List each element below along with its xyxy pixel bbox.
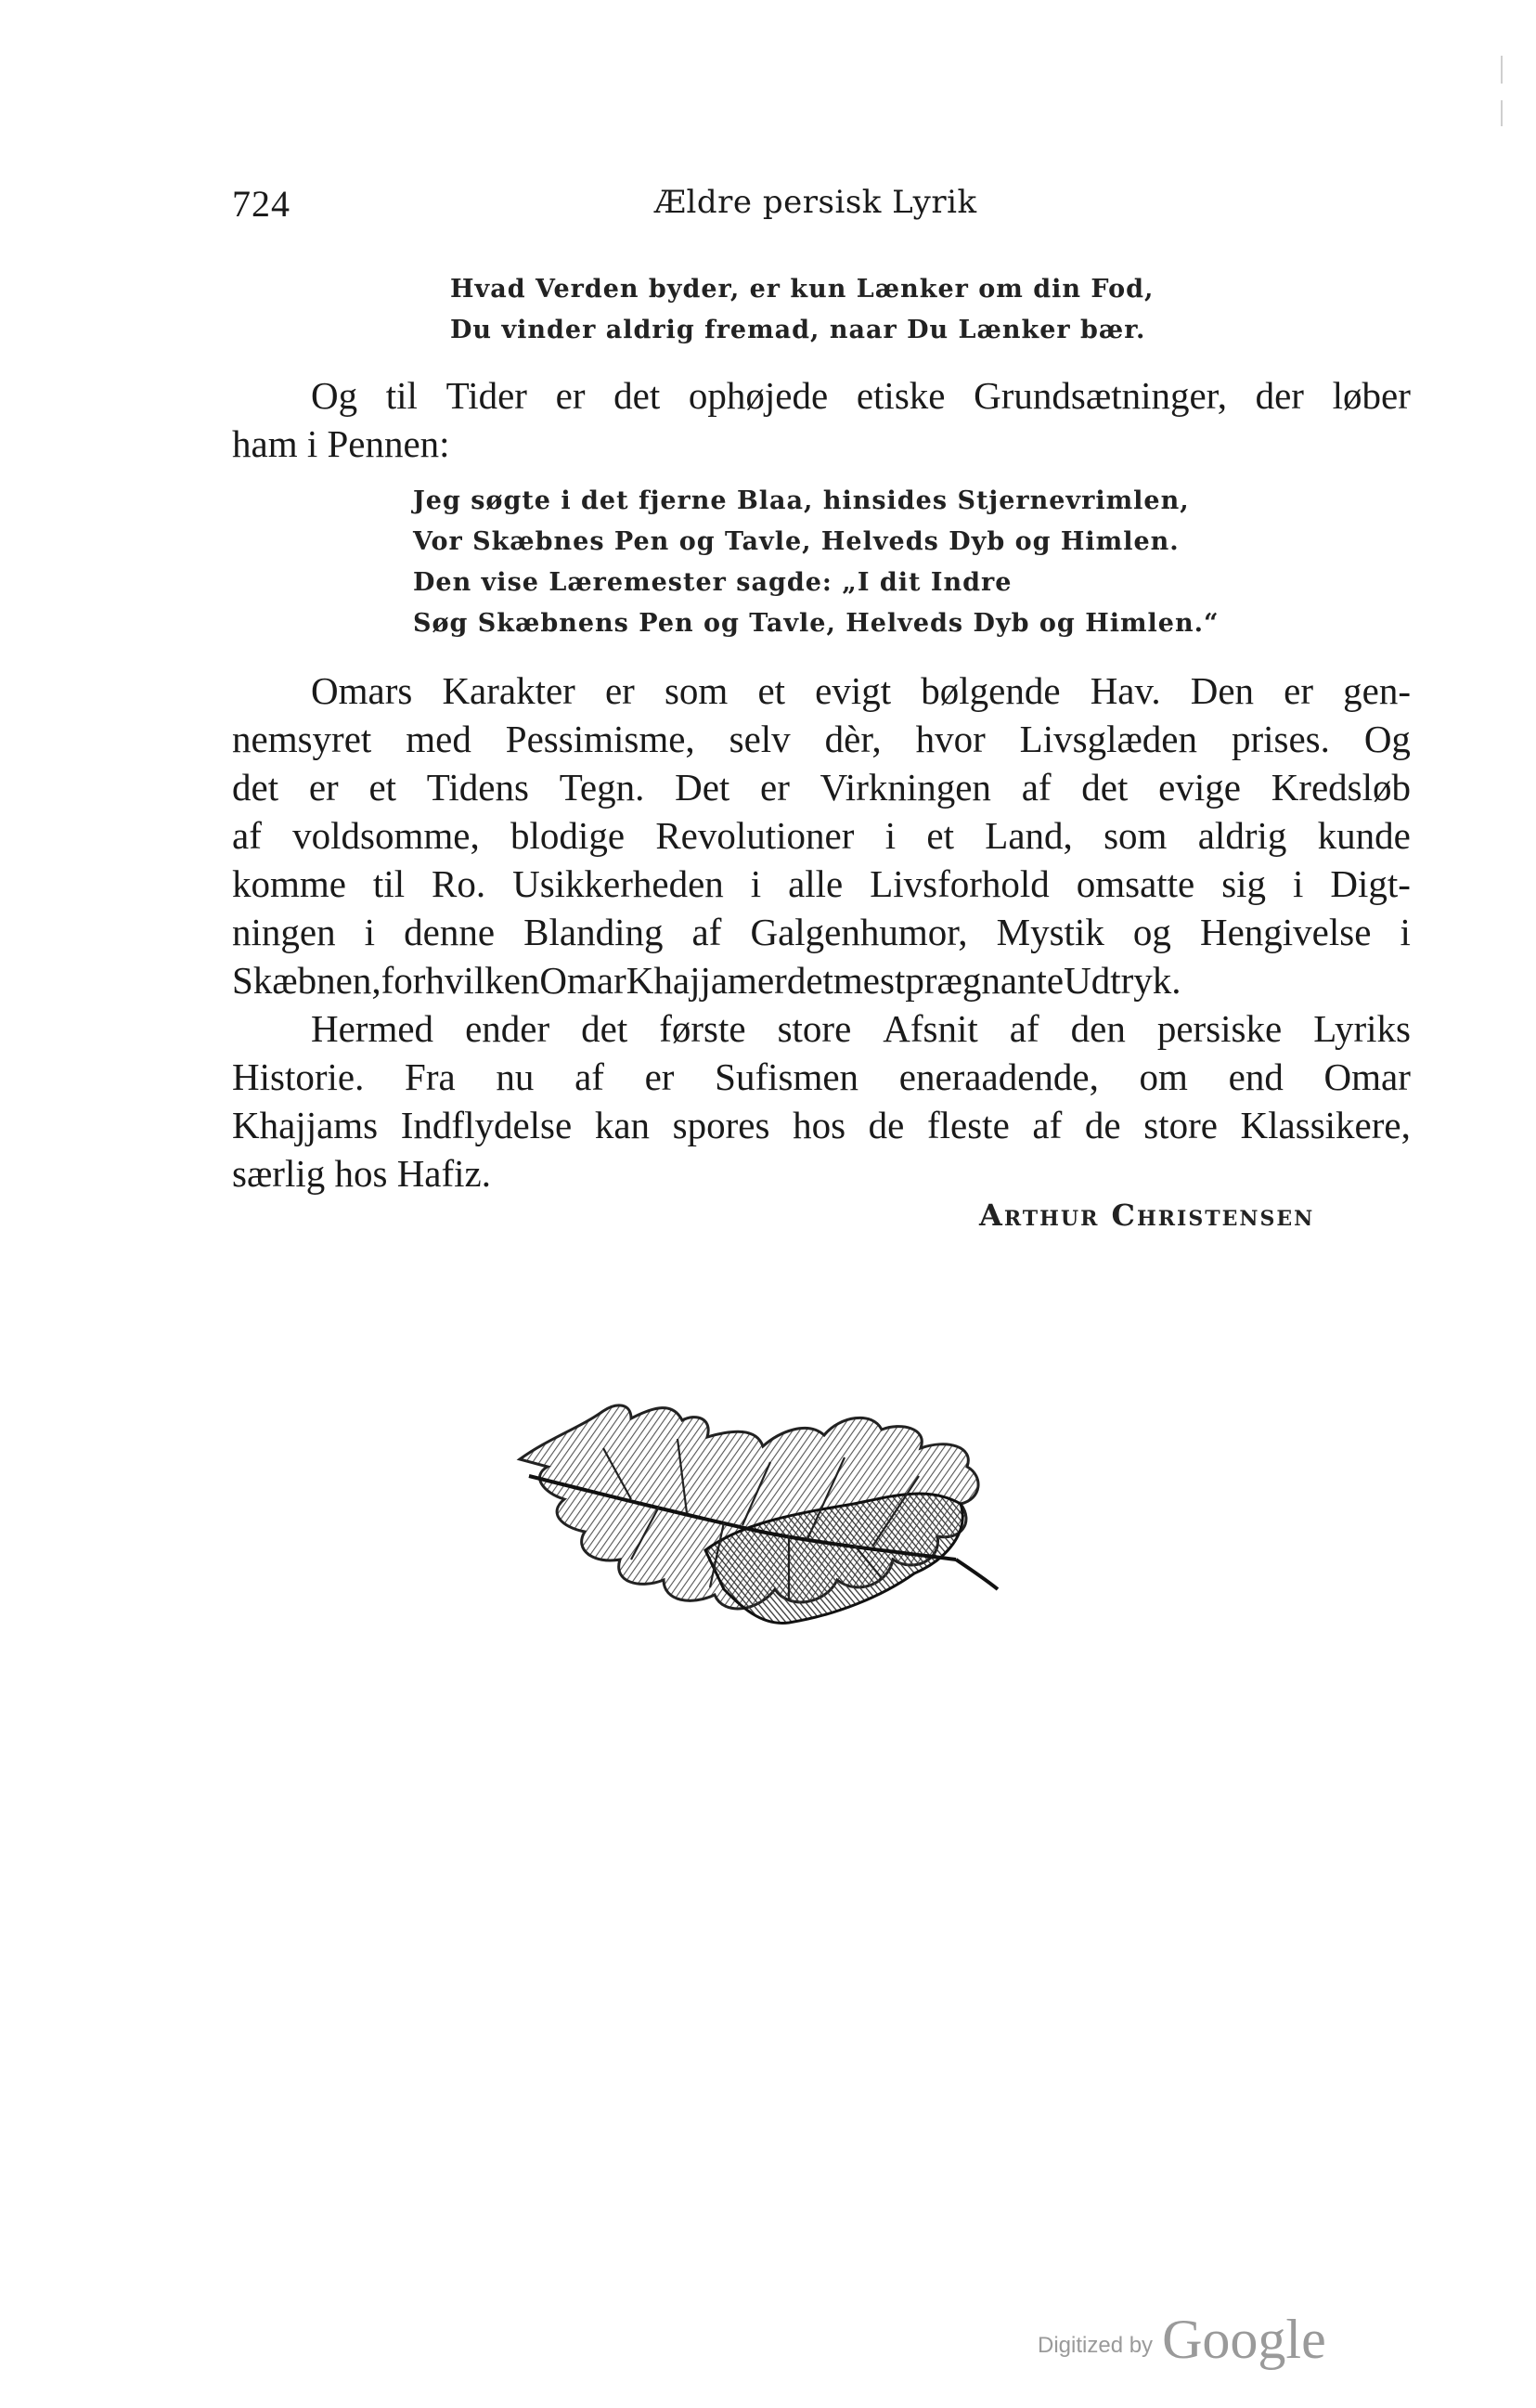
text-line <box>232 860 1411 908</box>
paragraph <box>232 667 1411 1004</box>
word: af <box>232 814 262 857</box>
word: Omars <box>311 669 413 712</box>
word: det <box>581 1007 628 1050</box>
word: det <box>1081 766 1129 809</box>
word: spores <box>672 1104 770 1146</box>
word: af <box>1032 1104 1063 1146</box>
word: Omar <box>539 959 626 1002</box>
oak-leaf-icon <box>492 1374 1012 1680</box>
word: af <box>574 1055 604 1098</box>
word: ender <box>465 1007 550 1050</box>
scan-edge-mark <box>1501 100 1503 126</box>
word: prises. <box>1231 718 1330 760</box>
scan-edge-mark <box>1501 56 1503 84</box>
text-line <box>232 956 1411 1004</box>
word: Revolutioner <box>655 814 855 857</box>
watermark-prefix: Digitized by <box>1038 2333 1154 2358</box>
word: i <box>364 911 376 953</box>
word: af <box>1009 1007 1039 1050</box>
word: Kredsløb <box>1271 766 1411 809</box>
word: store <box>1143 1104 1218 1146</box>
page-number: 724 <box>232 183 290 225</box>
word: med <box>406 718 471 760</box>
digitized-watermark <box>1038 2308 1326 2372</box>
word: som <box>1104 814 1168 857</box>
word: for <box>381 959 426 1002</box>
word: sig <box>1221 862 1267 905</box>
word: Khajjams <box>232 1104 379 1146</box>
word: første <box>659 1007 746 1050</box>
word: ham i Pennen: <box>232 422 450 465</box>
word: kunde <box>1317 814 1411 857</box>
word: er <box>1284 669 1314 712</box>
word: om <box>1139 1055 1188 1098</box>
word: det <box>786 959 833 1002</box>
word: er <box>308 766 339 809</box>
word: til <box>385 374 418 417</box>
word: er <box>756 959 787 1002</box>
word: voldsomme, <box>292 814 480 857</box>
word: de <box>1084 1104 1121 1146</box>
word: et <box>368 766 397 809</box>
word: eneraadende, <box>898 1055 1099 1098</box>
text-line <box>232 1004 1411 1053</box>
word: Tider <box>445 374 527 417</box>
word: Virkningen <box>820 766 991 809</box>
word: er <box>760 766 790 809</box>
word: selv <box>729 718 791 760</box>
running-title: Ældre persisk Lyrik <box>654 184 977 221</box>
word: kan <box>594 1104 651 1146</box>
word: etiske <box>856 374 946 417</box>
verse-line: Hvad Verden byder, er kun Lænker om din Fod, <box>450 275 1155 304</box>
word: Den <box>1190 669 1255 712</box>
text-line <box>232 715 1411 763</box>
word: gen- <box>1343 669 1411 712</box>
word: Sufismen <box>715 1055 859 1098</box>
word: Ro. <box>432 862 486 905</box>
word: Omar <box>1323 1055 1411 1098</box>
word: et <box>757 669 786 712</box>
word: hvilken <box>425 959 540 1002</box>
word: aldrig <box>1197 814 1287 857</box>
word: denne <box>404 911 496 953</box>
word: i <box>1400 911 1411 953</box>
word: Karakter <box>442 669 575 712</box>
running-head <box>232 182 1411 228</box>
word: Afsnit <box>883 1007 978 1050</box>
word: end <box>1228 1055 1284 1098</box>
word: Klassikere, <box>1240 1104 1411 1146</box>
word: de <box>868 1104 905 1146</box>
word: Digt- <box>1330 862 1411 905</box>
word: Hermed <box>311 1007 434 1050</box>
word: Khajjam <box>626 959 757 1002</box>
verse-line: Søg Skæbnens Pen og Tavle, Helveds Dyb og Himlen.“ <box>413 609 1220 638</box>
word: Mystik <box>996 911 1104 953</box>
word: Det <box>675 766 730 809</box>
word: prægnante <box>905 959 1065 1002</box>
verse-line: Du vinder aldrig fremad, naar Du Lænker bær. <box>450 316 1146 344</box>
word: Skæbnen, <box>232 959 381 1002</box>
word: af <box>691 911 722 953</box>
word: Og <box>311 374 358 417</box>
word: særlig hos Hafiz. <box>232 1152 491 1195</box>
word: Tidens <box>426 766 529 809</box>
word: Indflydelse <box>400 1104 573 1146</box>
word: mest <box>833 959 906 1002</box>
text-line <box>232 1149 1411 1198</box>
word: i <box>1293 862 1304 905</box>
paragraph <box>232 371 1411 468</box>
word: hvor <box>915 718 986 760</box>
word: Fra <box>405 1055 456 1098</box>
word: det <box>613 374 661 417</box>
word: Pessimisme, <box>505 718 695 760</box>
text-line <box>232 667 1411 715</box>
word: Hengivelse <box>1199 911 1372 953</box>
word: løber <box>1332 374 1411 417</box>
word: er <box>644 1055 675 1098</box>
word: til <box>372 862 406 905</box>
word: af <box>1021 766 1052 809</box>
word: Lyriks <box>1313 1007 1411 1050</box>
word: hos <box>793 1104 846 1146</box>
text-line <box>232 811 1411 860</box>
text-line <box>232 371 1411 420</box>
word: det <box>232 766 279 809</box>
word: fleste <box>926 1104 1010 1146</box>
word: nemsyret <box>232 718 372 760</box>
word: dèr, <box>824 718 882 760</box>
text-line <box>232 908 1411 956</box>
word: som <box>664 669 729 712</box>
word: er <box>604 669 635 712</box>
word: Tegn. <box>559 766 645 809</box>
word: Udtryk. <box>1064 959 1181 1002</box>
text-line <box>232 420 1411 468</box>
word: der <box>1255 374 1304 417</box>
word: Blanding <box>523 911 664 953</box>
word: blodige <box>510 814 626 857</box>
word: den <box>1070 1007 1126 1050</box>
word: nu <box>496 1055 535 1098</box>
word: Hav. <box>1090 669 1161 712</box>
word: og <box>1132 911 1171 953</box>
word: store <box>777 1007 852 1050</box>
word: i <box>884 814 897 857</box>
word: evigt <box>815 669 892 712</box>
word: alle <box>788 862 844 905</box>
verse-line: Vor Skæbnes Pen og Tavle, Helveds Dyb og Himlen. <box>413 527 1180 556</box>
word: Grundsætninger, <box>974 374 1227 417</box>
word: Historie. <box>232 1055 365 1098</box>
word: er <box>555 374 586 417</box>
word: bølgende <box>921 669 1061 712</box>
google-logo: Google <box>1162 2309 1326 2370</box>
word: komme <box>232 862 346 905</box>
verse-quote-2 <box>413 481 1220 644</box>
word: ophøjede <box>688 374 829 417</box>
verse-line: Den vise Læremester sagde: „I dit Indre <box>413 568 1013 597</box>
text-line <box>232 1053 1411 1101</box>
verse-line: Jeg søgte i det fjerne Blaa, hinsides Stjernevrimlen, <box>413 486 1190 515</box>
verse-quote-1 <box>450 269 1154 351</box>
word: Galgenhumor, <box>750 911 968 953</box>
word: Livsforhold <box>870 862 1050 905</box>
text-line <box>232 1101 1411 1149</box>
word: persiske <box>1156 1007 1283 1050</box>
word: ningen <box>232 911 336 953</box>
word: evige <box>1158 766 1241 809</box>
paragraph <box>232 1004 1411 1198</box>
word: Og <box>1363 718 1411 760</box>
word: Land, <box>985 814 1073 857</box>
author-signature: Arthur Christensen <box>979 1198 1315 1233</box>
text-line <box>232 763 1411 811</box>
word: et <box>926 814 954 857</box>
word: Usikkerheden <box>512 862 724 905</box>
word: omsatte <box>1076 862 1195 905</box>
word: i <box>750 862 762 905</box>
word: Livsglæden <box>1019 718 1197 760</box>
